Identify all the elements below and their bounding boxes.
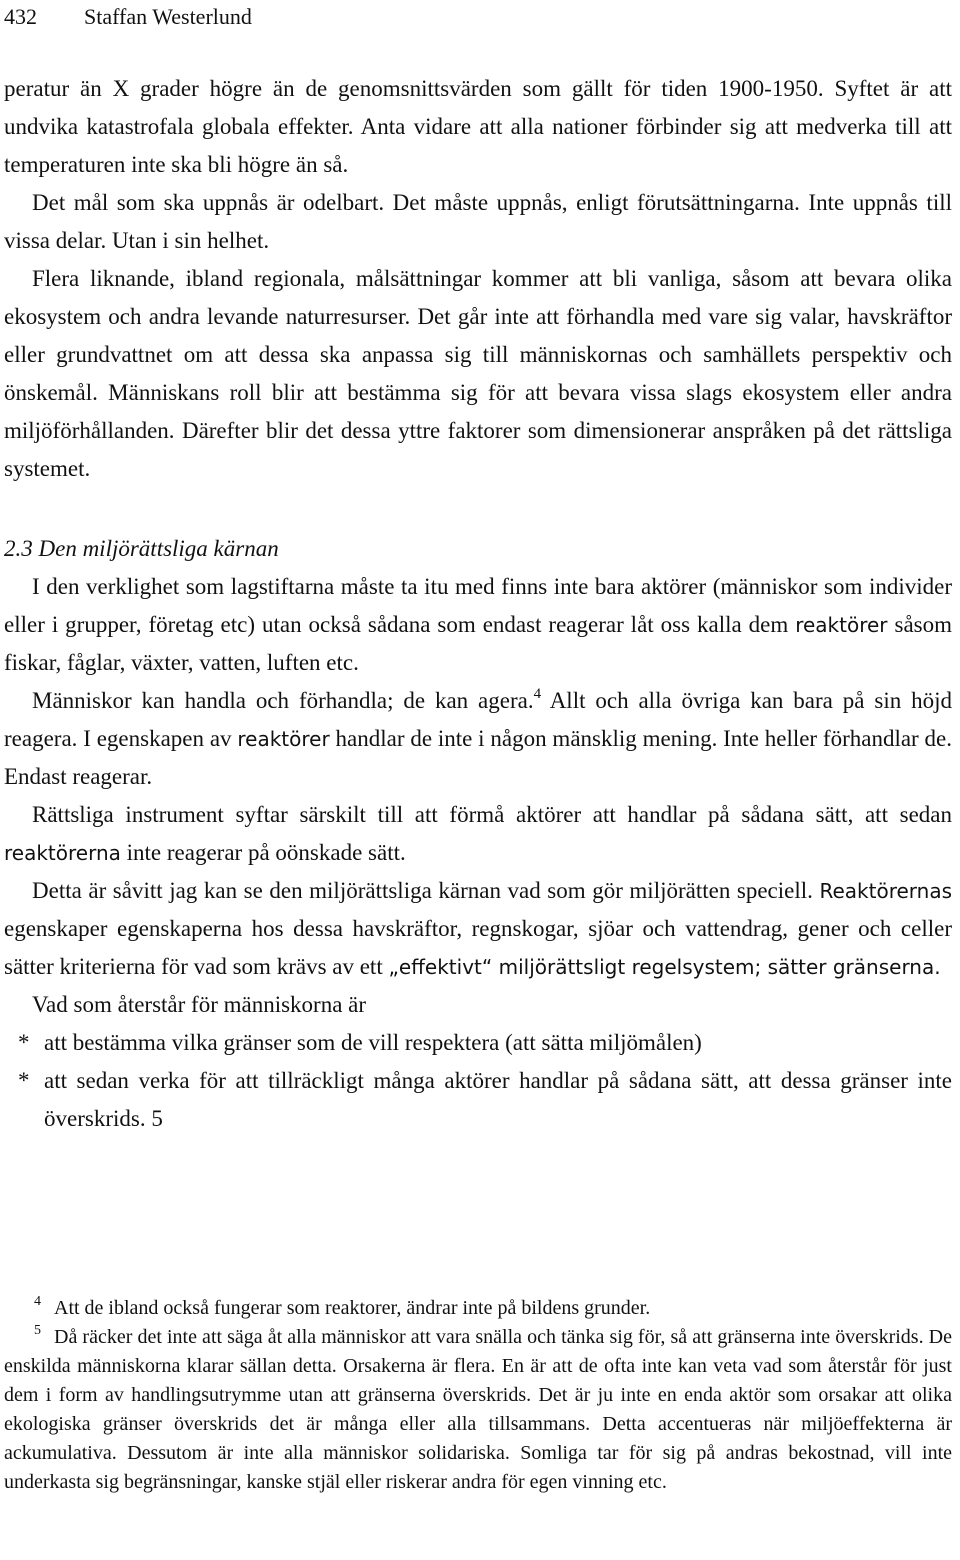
paragraph-4-text-a: I den verklighet som lagstiftarna måste ta itu med finns inte bara aktörer (människor som individer eller i grupper, företag etc) utan också sådana som endast reagerar låt oss kalla dem xyxy=(4,574,952,637)
paragraph-6-text-a: Rättsliga instrument syftar särskilt till att förmå aktörer att handlar på sådana sätt, att sedan xyxy=(32,802,952,827)
list-item-text: att bestämma vilka gränser som de vill respektera (att sätta miljömålen) xyxy=(44,1030,702,1055)
bullet-asterisk: * xyxy=(18,1068,30,1093)
paragraph-5-text-b: Allt och alla övriga kan bara på sin höjd reagera. I egenskapen av xyxy=(4,688,952,751)
bullet-asterisk: * xyxy=(18,1030,30,1055)
list-item xyxy=(4,1062,952,1138)
body-text xyxy=(4,70,952,1138)
paragraph-6 xyxy=(4,796,952,872)
paragraph-8: Vad som återstår för människorna är xyxy=(32,992,367,1017)
paragraph-3: Flera liknande, ibland regionala, målsättningar kommer att bli vanliga, såsom att bevara olika ekosystem och andra levande naturresurser. Det går inte att förhandla med vare sig valar, havskräftor eller grundvattnet om att dessa ska anpassa sig till människornas och samhällets perspektiv och önskemål. Människans roll blir att bestämma sig för att bevara vissa slags ekosystem eller andra miljöförhållanden. Därefter blir det dessa yttre faktorer som dimensionerar anspråken på det rättsliga systemet. xyxy=(4,266,952,481)
paragraph-2: Det mål som ska uppnås är odelbart. Det måste uppnås, enligt förutsättningarna. Inte uppnås till vissa delar. Utan i sin helhet. xyxy=(4,190,952,253)
section-heading: 2.3 Den miljörättsliga kärnan xyxy=(4,536,279,561)
paragraph-5-text-a: Människor kan handla och förhandla; de kan agera. xyxy=(32,688,534,713)
term-reaktorer-2: reaktörer xyxy=(237,727,330,751)
footnotes xyxy=(4,1294,952,1497)
paragraph-7-text-b: egenskaper egenskaperna hos dessa havskräftor, regnskogar, sjöar och vattendrag, gener och celler sätter kriterierna för vad som krävs av ett xyxy=(4,916,952,979)
paragraph-6-text-b: inte reagerar på oönskade sätt. xyxy=(120,840,406,865)
list-item-text: att sedan verka för att tillräckligt många aktörer handlar på sådana sätt, att dessa gränser inte överskrids. 5 xyxy=(44,1068,952,1131)
paragraph-4-text-b: såsom fiskar, fåglar, växter, vatten, luften etc. xyxy=(4,612,952,675)
footnote-ref-4[interactable]: 4 xyxy=(533,686,542,702)
paragraph-5 xyxy=(4,682,952,796)
list-item xyxy=(4,1024,952,1062)
term-effektivt: „effektivt“ miljörättsligt regelsystem; sätter gränserna. xyxy=(388,955,941,979)
running-header xyxy=(4,2,252,32)
paragraph-4 xyxy=(4,568,952,682)
term-reaktorer-1: reaktörer xyxy=(795,613,888,637)
footnote-4: 4 Att de ibland också fungerar som reaktorer, ändrar inte på bildens grunder. xyxy=(34,1294,651,1319)
paragraph-5-text-c: handlar de inte i någon mänsklig mening. Inte heller förhandlar de. Endast reagerar. xyxy=(4,726,952,789)
term-reaktorernas: Reaktörernas xyxy=(819,879,952,903)
footnote-text: Att de ibland också fungerar som reaktorer, ändrar inte på bildens grunder. xyxy=(54,1297,651,1319)
term-reaktorerna: reaktörerna xyxy=(4,841,121,865)
footnote-text: Då räcker det inte att säga åt alla människor att vara snälla och tänka sig för, så att gränserna inte överskrids. De enskilda människorna klarar sällan detta. Orsakerna är flera. En är att de ofta inte kan veta vad som återstår för just dem i form av handlingsutrymme utan att gränserna överskrids. Det är ju inte en enda aktör som orsakar att olika ekologiska gränser överskrids det är många eller alla tillsammans. Detta accentueras när miljöeffekterna är ackumulativa. Dessutom är inte alla människor solidariska. Somliga tar för sig på andras bekostnad, vill inte underkasta sig begränsningar, kanske stjäl eller riskerar andra för egen vinning etc. xyxy=(4,1326,952,1493)
paragraph-7 xyxy=(4,872,952,986)
paragraph-7-text-a: Detta är såvitt jag kan se den miljörättsliga kärnan vad som gör miljörätten speciell. xyxy=(32,878,820,903)
running-author: Staffan Westerlund xyxy=(84,4,252,29)
footnote-5: 5 Då räcker det inte att säga åt alla människor att vara snälla och tänka sig för, så att gränserna inte överskrids. De enskilda människorna klarar sällan detta. Orsakerna är flera. En är att de ofta inte kan veta vad som återstår för just dem i form av handlingsutrymme utan att gränserna överskrids. Det är ju inte en enda aktör som orsakar att olika ekologiska gränser överskrids det är många eller alla tillsammans. Detta accentueras när miljöeffekterna är ackumulativa. Dessutom är inte alla människor solidariska. Somliga tar för sig på andras bekostnad, vill inte underkasta sig begränsningar, kanske stjäl eller riskerar andra för egen vinning etc. xyxy=(4,1323,952,1493)
paragraph-1: peratur än X grader högre än de genomsnittsvärden som gällt för tiden 1900-1950. Syftet är att undvika katastrofala globala effekter. Anta vidare att alla nationer förbinder sig att medverka till att temperaturen inte ska bli högre än så. xyxy=(4,76,952,177)
page-number: 432 xyxy=(4,4,37,29)
